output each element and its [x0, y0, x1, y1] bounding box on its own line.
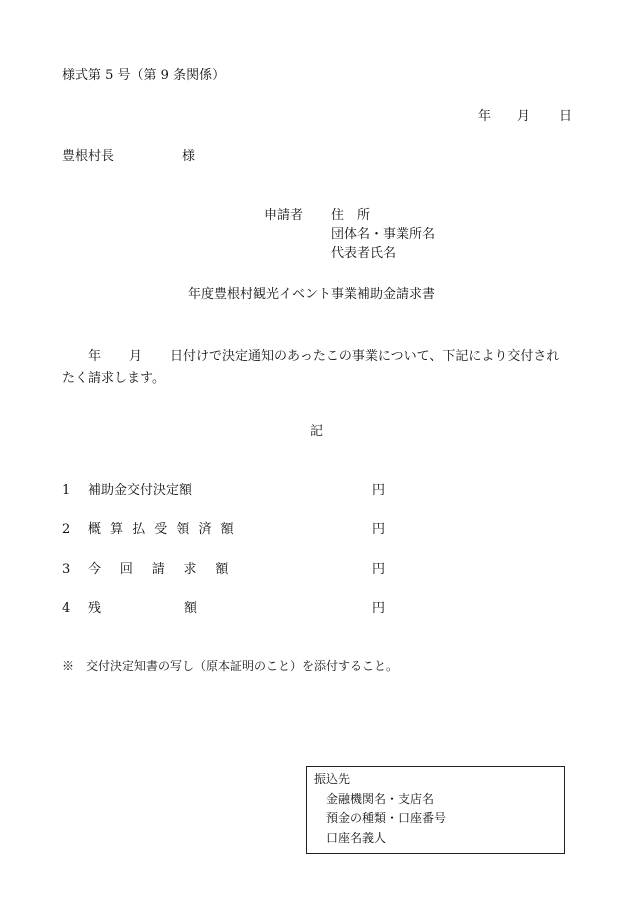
item-label: 補助金交付決定額: [88, 483, 193, 498]
form-number: 様式第 5 号（第 9 条関係）: [62, 68, 226, 83]
applicant-organization-label: 団体名・事業所名: [331, 227, 436, 242]
account-type-label: 預金の種類・口座番号: [326, 811, 447, 825]
addressee-name: 豊根村長: [62, 149, 115, 164]
item-label-part-b: 額: [184, 601, 198, 616]
date-day-label: 日: [559, 109, 573, 124]
applicant-representative-label: 代表者氏名: [331, 246, 397, 261]
addressee-honorific: 様: [182, 149, 196, 164]
item-label: [88, 602, 197, 615]
item-unit: 円: [372, 483, 386, 498]
account-holder-label: 口座名義人: [326, 831, 387, 845]
bank-box-title: 振込先: [314, 772, 351, 786]
item-number: 2: [62, 522, 71, 537]
date-year-label: 年: [478, 109, 492, 124]
applicant-address-label: 住 所: [331, 208, 371, 223]
item-unit: 円: [372, 522, 386, 537]
item-number: 4: [62, 601, 71, 616]
addressee: [62, 149, 196, 164]
attachment-note: ※ 交付決定知書の写し（原本証明のこと）を添付すること。: [62, 659, 399, 673]
body-text-1: 日付けで決定通知のあったこの事業について、下記により交付され: [170, 349, 560, 364]
body-month: 月: [129, 349, 143, 364]
item-label: 今回請求額: [88, 562, 248, 577]
item-unit: 円: [372, 562, 386, 577]
item-label-part-a: 残: [88, 601, 102, 616]
item-number: 3: [62, 562, 71, 577]
document-title: 年度豊根村観光イベント事業補助金請求書: [188, 287, 436, 302]
bank-transfer-box: [306, 766, 565, 854]
date-month-label: 月: [517, 109, 531, 124]
item-unit: 円: [372, 601, 386, 616]
item-number: 1: [62, 483, 71, 498]
body-line-1: [62, 346, 577, 368]
applicant-label: 申請者: [264, 208, 304, 223]
body-year: 年: [88, 349, 102, 364]
item-label: 概算払受領済額: [88, 522, 243, 537]
ki-heading: 記: [310, 424, 324, 439]
body-line-2: たく請求します。: [62, 371, 165, 386]
body-text: [62, 346, 577, 390]
bank-name-label: 金融機関名・支店名: [326, 792, 435, 806]
